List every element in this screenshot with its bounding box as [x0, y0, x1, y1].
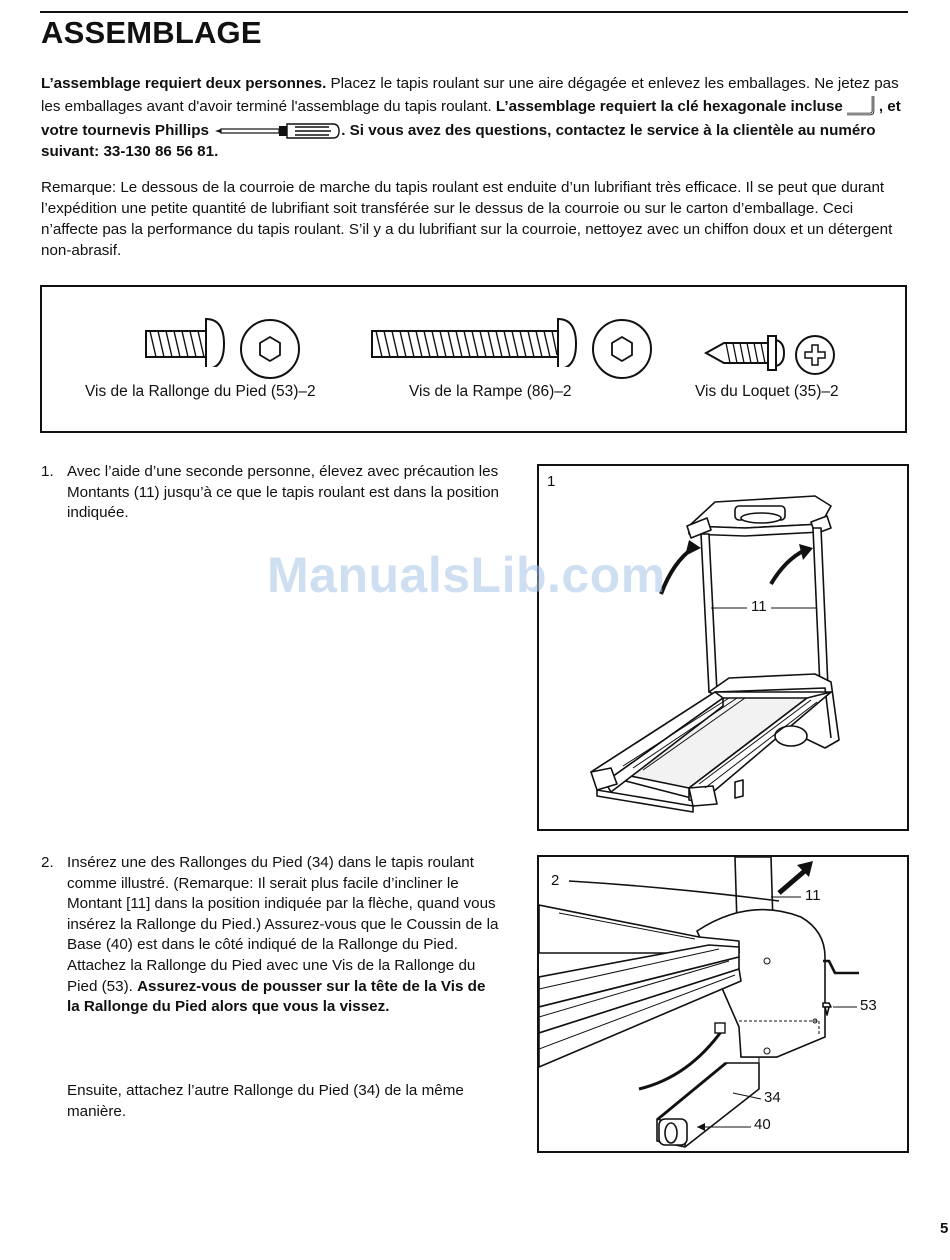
hex-key-icon [843, 94, 879, 120]
intro-bold-1: L’assemblage requiert deux personnes. [41, 75, 327, 92]
step-text: Ensuite, attachez l’autre Rallonge du Pied (34) de la même manière. [67, 1082, 464, 1120]
part-label-35: Vis du Loquet (35)–2 [695, 383, 839, 400]
step-2 [41, 853, 501, 1018]
intro-bold-2: L’assemblage requiert la clé hexagonale incluse [495, 98, 843, 116]
intro-bold-3: , et votre tournevis Phillips [41, 98, 901, 139]
treadmill-upright-illustration [539, 466, 907, 829]
callout-11: 11 [805, 887, 821, 904]
watermark: ManualsLib.com [267, 547, 666, 603]
step-1 [41, 462, 501, 524]
button-head-screw-53-icon [140, 315, 228, 367]
callout-11: 11 [751, 598, 767, 615]
latch-screw-35-icon [702, 331, 792, 375]
intro-paragraph [41, 73, 907, 162]
step-text: Avec l’aide d’une seconde personne, élevez avec précaution les Montants (11) jusqu’à ce que le tapis roulant est dans la position indiquée. [67, 463, 499, 522]
step-2-followup [41, 1081, 501, 1122]
callout-40: 40 [754, 1116, 771, 1133]
foot-extension-illustration [539, 857, 907, 1151]
step-number: 1. [41, 463, 54, 480]
parts-identification-box [40, 285, 907, 433]
part-label-53: Vis de la Rallonge du Pied (53)–2 [85, 383, 316, 400]
phillips-head-icon [794, 334, 836, 376]
hex-socket-head-icon [590, 317, 654, 381]
callout-53: 53 [860, 997, 877, 1014]
phillips-screwdriver-icon [213, 122, 341, 140]
step-number: 2. [41, 854, 54, 871]
figure-2 [537, 855, 909, 1153]
page-title: ASSEMBLAGE [41, 15, 262, 50]
callout-34: 34 [764, 1089, 781, 1106]
figure-number: 2 [551, 872, 560, 889]
button-head-screw-86-icon [366, 315, 582, 367]
step-text [67, 853, 501, 1018]
top-rule [40, 11, 908, 13]
hex-socket-head-icon [238, 317, 302, 381]
step-2-text: Insérez une des Rallonges du Pied (34) dans le tapis roulant comme illustré. (Remarque: Il serait plus facile d’incliner le Montant [11] dans la position indiquée par la flèche, quand vous insérez la Rallonge du Pied.) Assurez-vous que le Coussin de la Base (40) est dans le côté indiqué de la Rallonge du Pied. Attachez la Rallonge du Pied avec une Vis de la Rallonge du Pied (53). [67, 854, 499, 995]
lubricant-note: Remarque: Le dessous de la courroie de marche du tapis roulant est enduite d’un lubrifiant très efficace. Il se peut que durant l’expédition une petite quantité de lubrifiant soit transférée sur le dessus de la courroie ou sur le carton d’emballage. Ceci n’affecte pas la performance du tapis roulant. S’il y a du lubrifiant sur la courroie, nettoyez avec un chiffon doux et un détergent non-abrasif. [41, 179, 893, 259]
intro-bold-4: . Si vous avez des questions, contactez le service à la clientèle au numéro suivant: 33-130 86 56 81. [41, 122, 876, 160]
figure-number: 1 [547, 473, 556, 490]
intro-text-1: Placez le tapis roulant sur une aire dégagée et enlevez les emballages. Ne jetez pas les emballages avant d'avoir terminé l'assemblage du tapis roulant. [41, 75, 899, 116]
part-label-86: Vis de la Rampe (86)–2 [409, 383, 572, 400]
page-number: 5 [940, 1220, 949, 1237]
figure-1 [537, 464, 909, 831]
step-2-bold-warning: Assurez-vous de pousser sur la tête de la Vis de la Rallonge du Pied alors que vous la vissez. [67, 977, 486, 1016]
